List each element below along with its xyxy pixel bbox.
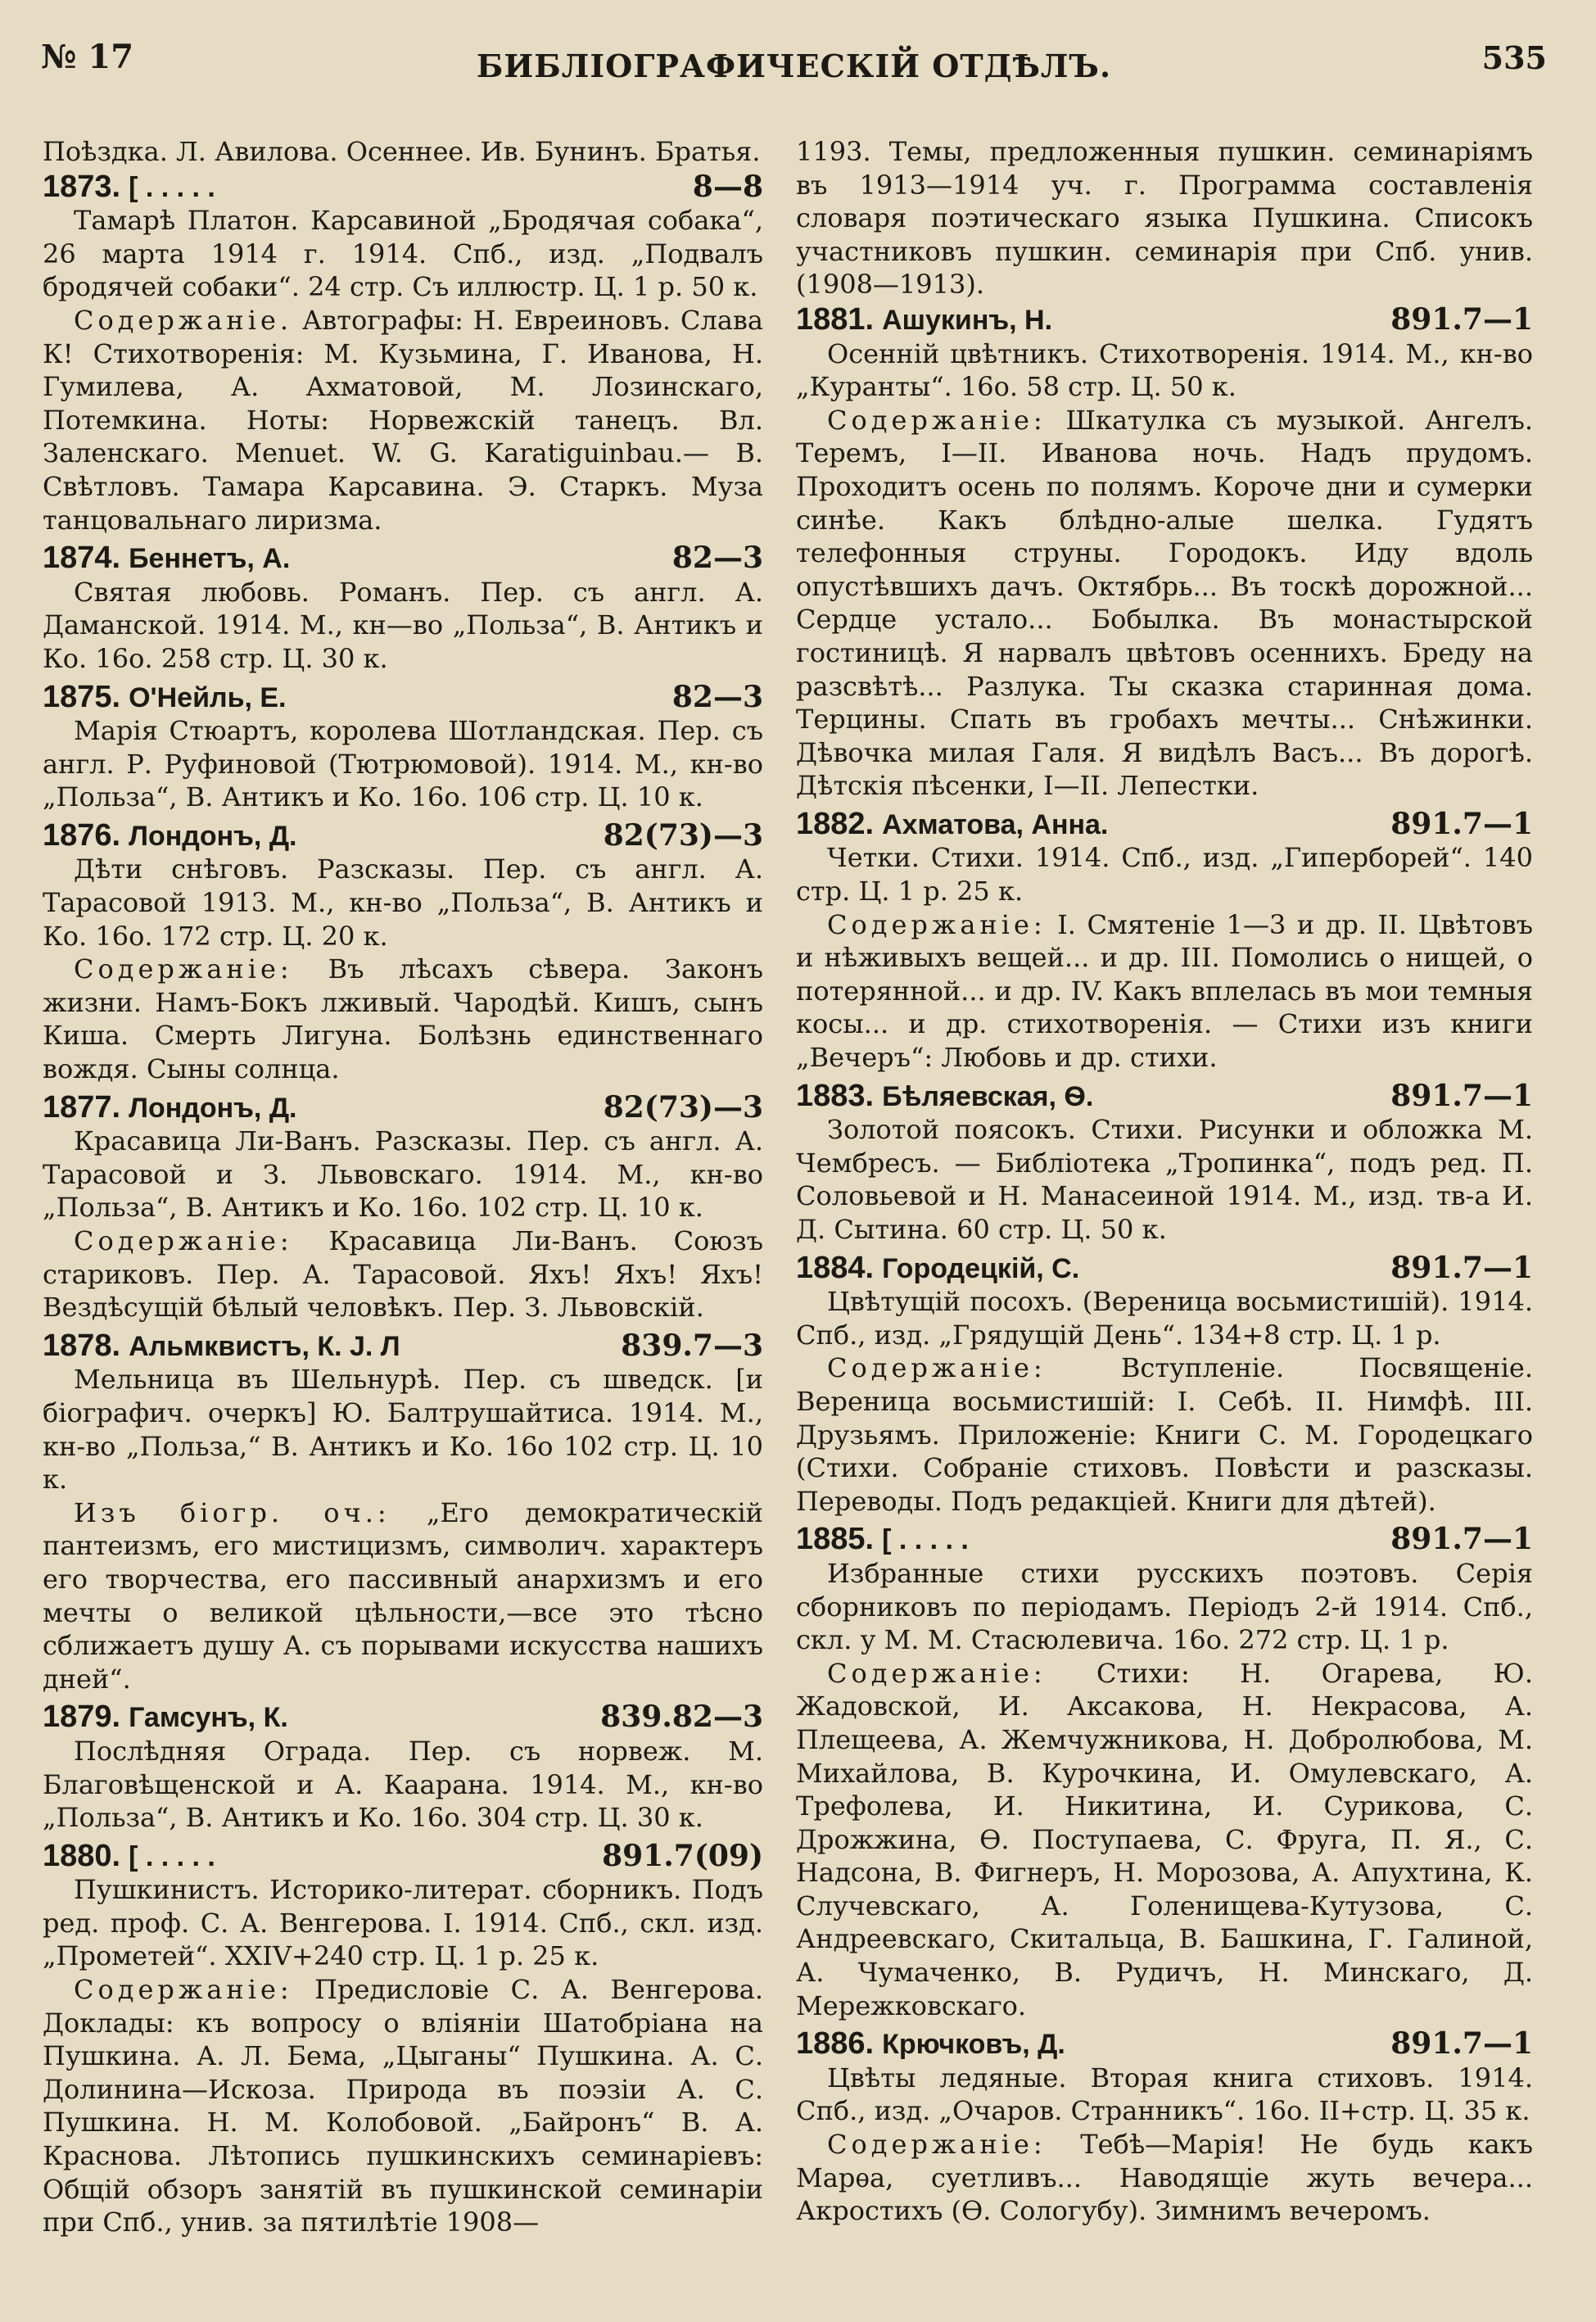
entry-heading [43, 1840, 763, 1874]
entry-heading [43, 1091, 763, 1125]
entry-heading [43, 819, 763, 853]
bibliography-entry [43, 681, 763, 814]
entry-description: Осенній цвѣтникъ. Стихотворенія. 1914. М., кн-во „Куранты“. 16о. 58 стр. Ц. 50 к. [796, 337, 1533, 403]
entry-description: Цвѣты ледяные. Вторая книга стиховъ. 1914. Спб., изд. „Очаров. Странникъ“. 16о. II+стр. Ц. 35 к. [796, 2062, 1533, 2127]
contents-text: Стихи: Н. Огарева, Ю. Жадовской, И. Аксакова, Н. Некрасова, А. Плещеева, А. Жемчужникова, Н. Добролюбова, М. Михайлова, В. Курочкина, И. Омулевскаго, А. Трефолева, И. Никитина, И. Сурикова, С. Дрожжина, Ѳ. Поступаева, С. Фруга, П. Я., С. Надсона, В. Фигнеръ, Н. Морозова, А. Апухтина, К. Случевскаго, А. Голенищева-Кутузова, С. Андреевскаго, Скитальца, В. Башкина, Г. Галиной, А. Чумаченко, В. Рудичъ, Н. Минскаго, Д. Мережковскаго. [796, 1657, 1533, 2021]
classification-code: 82(73)—3 [603, 1089, 763, 1125]
entry-description: Пушкинистъ. Историко-литерат. сборникъ. Подъ ред. проф. С. А. Венгерова. I. 1914. Спб., скл. изд. „Прометей“. XXIV+240 стр. Ц. 1 р. 25 к. [43, 1874, 763, 1972]
left-column-continuation: Поѣздка. Л. Авилова. Осеннее. Ив. Бунинъ. Братья. [43, 136, 761, 167]
entry-heading [796, 303, 1533, 337]
entry-contents [43, 1973, 763, 2239]
entry-author: Альмквистъ, К. J. Л [129, 1330, 400, 1362]
entry-contents [796, 1657, 1533, 2023]
page-header [41, 23, 1547, 97]
entry-number: 1884. [796, 1250, 875, 1285]
entry-author: Лондонъ, Д. [129, 820, 297, 852]
entry-author: Бѣляевская, Ѳ. [882, 1080, 1094, 1112]
contents-text: „Его демократическій пантеизмъ, его мистицизмъ, символич. характеръ его творчества, его пассивный анархизмъ и его мечты о великой цѣльности,—все это тѣсно сближаетъ душу А. съ порывами искусства нашихъ дней“. [43, 1496, 763, 1695]
left-entry-list [43, 170, 763, 2239]
entry-number: 1880. [43, 1838, 121, 1873]
bibliography-entry [43, 170, 763, 537]
issue-number: № 17 [41, 38, 134, 76]
entry-description: Марія Стюартъ, королева Шотландская. Пер. съ англ. Р. Руфиновой (Тютрюмовой). 1914. М., кн-во „Польза“, В. Антикъ и Ко. 16о. 106 стр. Ц. 10 к. [43, 715, 763, 813]
entry-description: Четки. Стихи. 1914. Спб., изд. „Гиперборей“. 140 стр. Ц. 1 р. 25 к. [796, 842, 1533, 908]
entry-heading [796, 2027, 1533, 2062]
bibliography-entry [43, 819, 763, 1086]
bibliography-entry [43, 1329, 763, 1696]
right-column-continuation: 1193. Темы, предложенныя пушкин. семинаріямъ въ 1913—1914 уч. г. Программа составленія словаря поэтическаго языка Пушкина. Списокъ участниковъ пушкин. семинарія при Спб. унив. (1908—1913). [796, 136, 1533, 301]
entry-heading [796, 1523, 1533, 1557]
entry-contents [796, 1351, 1533, 1518]
right-entry-list [796, 303, 1533, 2228]
bibliography-entry [796, 1080, 1533, 1247]
entry-author: Гамсунъ, К. [129, 1702, 288, 1734]
contents-text: Вступленіе. Посвященіе. Вереница восьмистишій: I. Себѣ. II. Нимфѣ. III. Друзьямъ. Приложеніе: Книги С. М. Городецкаго (Стихи. Собраніе стиховъ. Повѣсти и разсказы. Переводы. Подъ редакціей. Книги для дѣтей). [796, 1352, 1533, 1517]
entry-number: 1873. [43, 169, 121, 204]
entry-heading [796, 1080, 1533, 1114]
contents-text: Въ лѣсахъ сѣвера. Законъ жизни. Намъ-Бокъ лживый. Чародѣй. Кишъ, сынъ Киша. Смерть Лигуна. Болѣзнь единственнаго вождя. Сыны солнца. [43, 953, 763, 1085]
classification-code: 891.7(09) [602, 1838, 763, 1873]
entry-author: [ . . . . . [129, 1840, 215, 1872]
contents-label: Содержаніе: [74, 953, 293, 985]
classification-code: 891.7—1 [1390, 1522, 1533, 1557]
classification-code: 82—3 [671, 679, 763, 714]
contents-label: Содержаніе. [74, 304, 293, 336]
entry-author: Беннетъ, А. [129, 543, 291, 575]
bibliography-entry [796, 2027, 1533, 2228]
contents-text: Автографы: Н. Евреиновъ. Слава К! Стихотворенія: М. Кузьмина, Г. Иванова, Н. Гумилева, А. Ахматовой, М. Лозинскаго, Потемкина. Ноты: Норвежскій танецъ. Вл. Заленскаго. Menuet. W. G. Karatiguinbau.— В. Свѣтловъ. Тамара Карсавина. Э. Старкъ. Муза танцовальнаго лиризма. [43, 304, 763, 536]
entry-number: 1883. [796, 1078, 875, 1113]
entry-heading [43, 1700, 763, 1735]
classification-code: 891.7—1 [1390, 806, 1533, 841]
section-title: БИБЛІОГРАФИЧЕСКІЙ ОТДѢЛЪ. [476, 48, 1112, 84]
entry-contents [43, 953, 763, 1085]
contents-label: Содержаніе: [827, 1657, 1047, 1689]
classification-code: 82—3 [671, 541, 763, 576]
contents-label: Содержаніе: [74, 1974, 293, 2006]
entry-heading [796, 1252, 1533, 1286]
right-column [796, 135, 1533, 2297]
entry-number: 1881. [796, 301, 875, 337]
entry-heading [796, 808, 1533, 842]
entry-number: 1875. [43, 679, 121, 714]
entry-contents [796, 404, 1533, 803]
left-column [43, 135, 763, 2297]
contents-label: Содержаніе: [827, 2129, 1047, 2161]
contents-text: I. Смятеніе 1—3 и др. II. Цвѣтовъ и нѣживыхъ вещей... и др. III. Помолись о нищей, о потерянной... и др. IV. Какъ вплелась въ мои темныя косы... и др. стихотворенія. — Стихи изъ книги „Вечеръ“: Любовь и др. стихи. [796, 908, 1533, 1074]
entry-heading [43, 1329, 763, 1364]
contents-text: Тебѣ—Марія! Не будь какъ Марѳа, суетливъ... Наводящіе жуть вечера... Акростихъ (Ѳ. Сологубу). Зимнимъ вечеромъ. [796, 2129, 1533, 2227]
entry-author: Ахматова, Анна. [882, 808, 1109, 840]
contents-text: Предисловіе С. А. Венгерова. Доклады: къ вопросу о вліяніи Шатобріана на Пушкина. А. Л. Бема, „Цыганы“ Пушкина. А. С. Долинина—Искоза. Природа въ поэзіи А. С. Пушкина. Н. М. Колобовой. „Байронъ“ В. А. Краснова. Лѣтопись пушкинскихъ семинаріевъ: Общій обзоръ занятій въ пушкинской семинаріи при Спб., унив. за пятилѣтіе 1908— [43, 1974, 763, 2238]
entry-heading [43, 170, 763, 205]
bibliography-entry [43, 1840, 763, 2239]
entry-number: 1879. [43, 1700, 121, 1735]
contents-label: Изъ біогр. оч.: [74, 1496, 391, 1528]
entry-author: [ . . . . . [129, 171, 215, 203]
entry-number: 1877. [43, 1089, 121, 1125]
entry-author: Лондонъ, Д. [129, 1092, 297, 1124]
entry-description: Тамарѣ Платон. Карсавиной „Бродячая собака“, 26 марта 1914 г. 1914. Спб., изд. „Подвалъ бродячей собаки“. 24 стр. Съ иллюстр. Ц. 1 р. 50 к. [43, 205, 763, 303]
entry-description: Святая любовь. Романъ. Пер. съ англ. А. Даманской. 1914. М., кн—во „Польза“, В. Антикъ и Ко. 16о. 258 стр. Ц. 30 к. [43, 576, 763, 674]
bibliography-entry [796, 1523, 1533, 2022]
classification-code: 891.7—1 [1390, 301, 1533, 337]
classification-code: 839.7—3 [621, 1328, 763, 1363]
entry-number: 1886. [796, 2026, 875, 2062]
classification-code: 839.82—3 [600, 1700, 763, 1735]
contents-label: Содержаніе: [74, 1225, 293, 1256]
entry-number: 1874. [43, 541, 121, 576]
entry-description: Послѣдняя Ограда. Пер. съ норвеж. М. Благовѣщенской и А. Каарана. 1914. М., кн-во „Польза“, В. Антикъ и Ко. 16о. 304 стр. Ц. 30 к. [43, 1735, 763, 1834]
entry-contents [43, 304, 763, 536]
contents-text: Шкатулка съ музыкой. Ангелъ. Теремъ, I—II. Иванова ночь. Надъ прудомъ. Проходитъ осень по полямъ. Короче дни и сумерки синѣе. Какъ блѣдно-алые шелка. Гудятъ телефонныя струны. Городокъ. Иду вдоль опустѣвшихъ дачъ. Октябрь... Въ тоскѣ дорожной... Сердце устало... Бобылка. Въ монастырской гостиницѣ. Я нарвалъ цвѣтовъ осеннихъ. Бреду на разсвѣтѣ... Разлука. Ты сказка старинная дома. Терцины. Спать въ гробахъ мечты... Снѣжинки. Дѣвочка милая Галя. Я видѣлъ Васъ... Въ дорогѣ. Дѣтскія пѣсенки, I—II. Лепестки. [796, 404, 1533, 802]
classification-code: 8—8 [692, 169, 763, 204]
entry-heading [43, 681, 763, 715]
entry-description: Дѣти снѣговъ. Разсказы. Пер. съ англ. А. Тарасовой 1913. М., кн-во „Польза“, В. Антикъ и Ко. 16о. 172 стр. Ц. 20 к. [43, 853, 763, 952]
entry-contents [43, 1496, 763, 1696]
classification-code: 891.7—1 [1390, 2026, 1533, 2062]
bibliography-entry [796, 303, 1533, 803]
entry-description: Мельница въ Шельнурѣ. Пер. съ шведск. [и біографич. очеркъ] Ю. Балтрушайтиса. 1914. М., кн-во „Польза,“ В. Антикъ и Ко. 16о 102 стр. Ц. 10 к. [43, 1364, 763, 1496]
contents-label: Содержаніе: [827, 1352, 1047, 1384]
entry-description: Красавица Ли-Ванъ. Разсказы. Пер. съ англ. А. Тарасовой и З. Львовскаго. 1914. М., кн-во „Польза“, В. Антикъ и Ко. 16о. 102 стр. Ц. 10 к. [43, 1125, 763, 1224]
classification-code: 82(73)—3 [603, 817, 763, 853]
entry-description: Избранные стихи русскихъ поэтовъ. Серія сборниковъ по періодамъ. Періодъ 2-й 1914. Спб., скл. у М. М. Стасюлевича. 16о. 272 стр. Ц. 1 р. [796, 1557, 1533, 1656]
bibliography-entry [43, 541, 763, 675]
entry-number: 1882. [796, 806, 875, 841]
entry-heading [43, 541, 763, 576]
entry-contents [796, 908, 1533, 1075]
classification-code: 891.7—1 [1390, 1078, 1533, 1113]
bibliography-entry [796, 808, 1533, 1075]
entry-author: Крючковъ, Д. [882, 2029, 1065, 2061]
entry-contents [43, 1224, 763, 1324]
entry-description: Цвѣтущій посохъ. (Вереница восьмистишій). 1914. Спб., изд. „Грядущій День“. 134+8 стр. Ц. 1 р. [796, 1286, 1533, 1351]
contents-text: Красавица Ли-Ванъ. Союзъ стариковъ. Пер. А. Тарасовой. Яхъ! Яхъ! Яхъ! Вездѣсущій бѣлый человѣкъ. Пер. З. Львовскій. [43, 1225, 763, 1324]
entry-number: 1878. [43, 1328, 121, 1363]
contents-label: Содержаніе: [827, 404, 1047, 436]
bibliography-entry [43, 1700, 763, 1834]
page-number: 535 [1481, 39, 1547, 76]
entry-number: 1885. [796, 1522, 875, 1557]
contents-label: Содержаніе: [827, 908, 1047, 940]
entry-author: О'Нейль, Е. [129, 681, 287, 713]
bibliography-entry [796, 1252, 1533, 1519]
classification-code: 891.7—1 [1390, 1250, 1533, 1285]
entry-author: [ . . . . . [882, 1524, 969, 1556]
entry-number: 1876. [43, 817, 121, 853]
entry-description: Золотой поясокъ. Стихи. Рисунки и обложка М. Чембресъ. — Библіотека „Тропинка“, подъ ред. П. Соловьевой и Н. Манасеиной 1914. М., изд. тв-а И. Д. Сытина. 60 стр. Ц. 50 к. [796, 1114, 1533, 1245]
entry-contents [796, 2128, 1533, 2228]
bibliography-entry [43, 1091, 763, 1324]
entry-author: Ашукинъ, Н. [882, 304, 1053, 336]
entry-author: Городецкій, С. [882, 1252, 1080, 1284]
